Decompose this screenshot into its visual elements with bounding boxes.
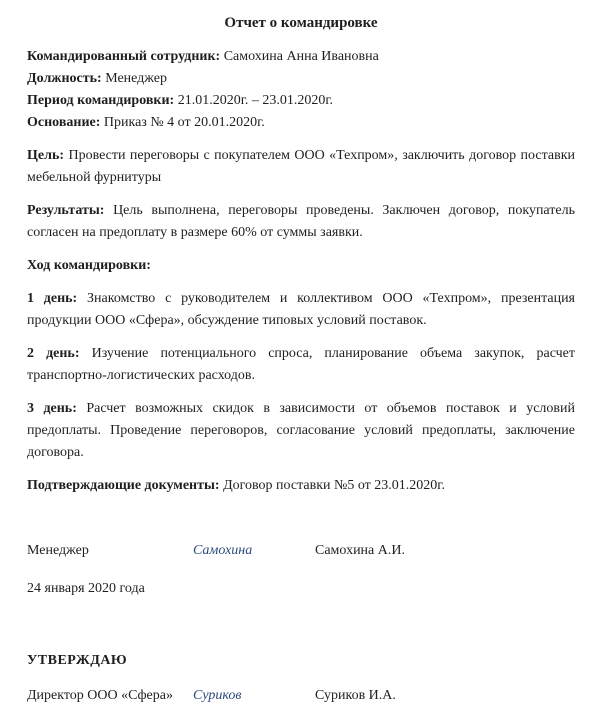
- supporting-documents-label: Подтверждающие документы:: [27, 478, 220, 493]
- info-label: Период командировки:: [27, 93, 175, 108]
- report-date: 24 января 2020 года: [27, 581, 145, 596]
- employee-name: Самохина А.И.: [315, 543, 405, 558]
- director-signature: Суриков: [193, 688, 242, 703]
- trip-day-2-text: Изучение потенциального спроса, планирование объема закупок, расчет транспортно-логистических расходов.: [27, 346, 576, 383]
- info-line-period: [27, 90, 575, 112]
- director-signature-row: [27, 685, 575, 707]
- supporting-documents-line: [27, 475, 575, 497]
- supporting-documents-text: Договор поставки №5 от 23.01.2020г.: [223, 478, 445, 493]
- results-text: Цель выполнена, переговоры проведены. Заключен договор, покупатель согласен на предоплату в размере 60% от суммы заявки.: [27, 203, 575, 240]
- trip-day-1-text: Знакомство с руководителем и коллективом ООО «Техпром», презентация продукции ООО «Сфера», обсуждение типовых условий поставок.: [27, 291, 575, 328]
- info-value: 21.01.2020г. – 23.01.2020г.: [177, 93, 334, 108]
- goal-text: Провести переговоры с покупателем ООО «Техпром», заключить договор поставки мебельной фурнитуры: [27, 148, 576, 185]
- info-label: Должность:: [27, 71, 102, 86]
- director-name: Суриков И.А.: [315, 688, 396, 703]
- info-line-position: [27, 68, 575, 90]
- info-line-basis: [27, 112, 575, 134]
- approve-label: УТВЕРЖДАЮ: [27, 653, 128, 668]
- trip-day-3-label: 3 день:: [27, 401, 77, 416]
- info-label: Основание:: [27, 115, 101, 130]
- trip-day-3-text: Расчет возможных скидок в зависимости от объемов поставок и условий предоплаты. Проведение переговоров, согласование условий предоплаты, заключение договора.: [27, 401, 575, 460]
- info-value: Самохина Анна Ивановна: [223, 49, 379, 64]
- trip-day-1-paragraph: [27, 288, 575, 332]
- info-block: [27, 46, 575, 134]
- trip-day-2-label: 2 день:: [27, 346, 80, 361]
- employee-position-label: Менеджер: [27, 543, 89, 558]
- trip-day-1-label: 1 день:: [27, 291, 78, 306]
- page-title: Отчет о командировке: [224, 15, 378, 31]
- goal-label: Цель:: [27, 148, 65, 163]
- trip-day-2-paragraph: [27, 343, 575, 387]
- trip-log-heading: Ход командировки:: [27, 258, 151, 273]
- employee-signature: Самохина: [193, 543, 253, 558]
- director-position-label: Директор ООО «Сфера»: [27, 688, 173, 703]
- trip-day-3-paragraph: [27, 398, 575, 464]
- info-line-employee: [27, 46, 575, 68]
- employee-signature-row: [27, 540, 575, 562]
- info-label: Командированный сотрудник:: [27, 49, 221, 64]
- info-value: Приказ № 4 от 20.01.2020г.: [103, 115, 265, 130]
- goal-paragraph: [27, 145, 575, 189]
- info-value: Менеджер: [105, 71, 168, 86]
- results-paragraph: [27, 200, 575, 244]
- results-label: Результаты:: [27, 203, 105, 218]
